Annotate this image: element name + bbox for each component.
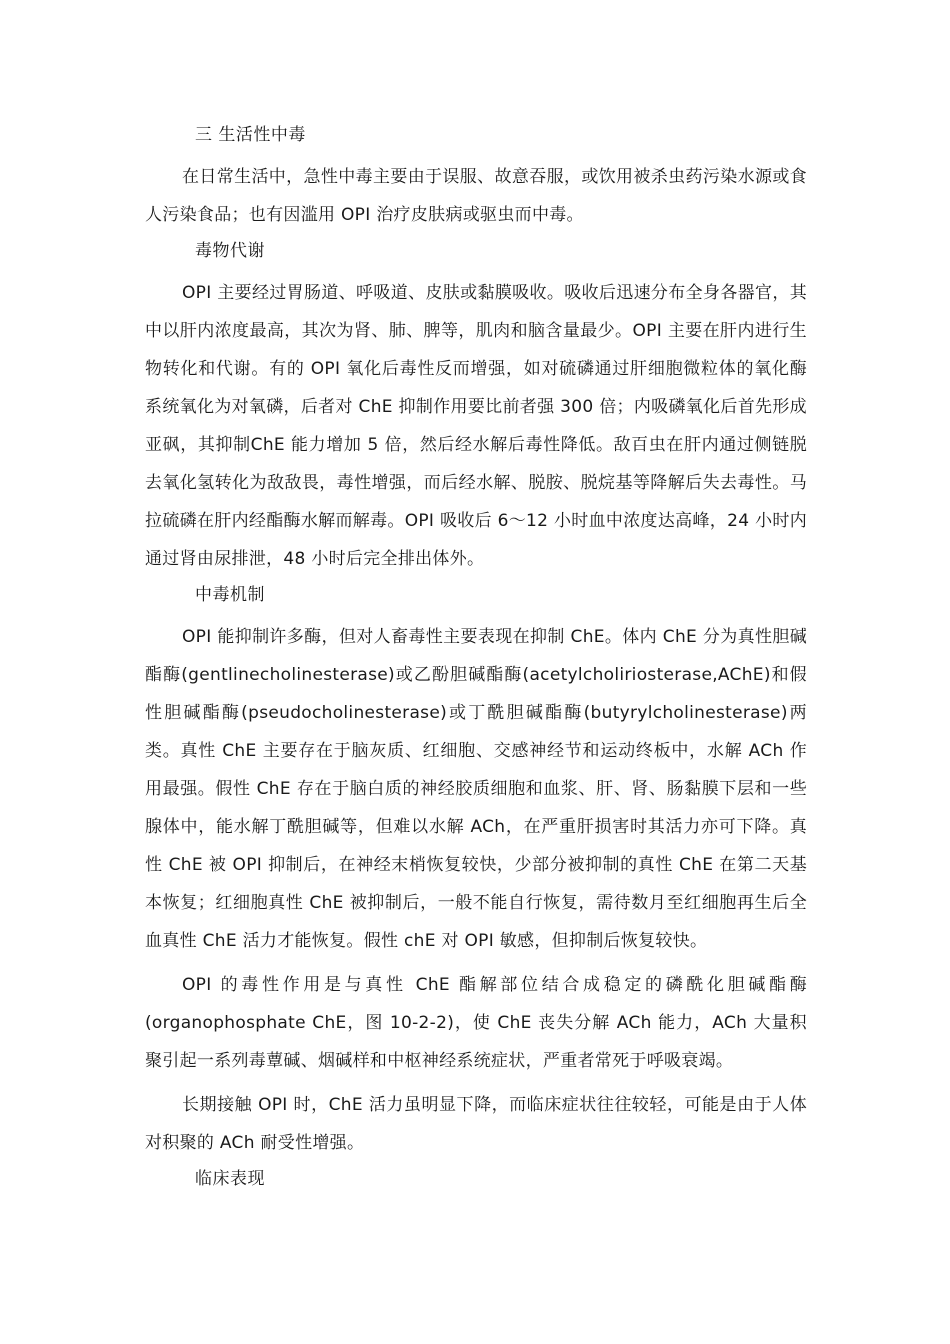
document-page xyxy=(145,122,807,1202)
paragraph-mechanism-che-inhibition: OPI 能抑制许多酶，但对人畜毒性主要表现在抑制 ChE。体内 ChE 分为真性胆碱酯酶(gentlinecholinesterase)或乙酚胆碱酯酶(acetylcholiriosterase,AChE)和假性胆碱酯酶(pseudocholinesterase)或丁酰胆碱酯酶(butyrylcholinesterase)两类。真性 ChE 主要存在于脑灰质、红细胞、交感神经节和运动终板中，水解 ACh 作用最强。假性 ChE 存在于脑白质的神经胶质细胞和血浆、肝、肾、肠黏膜下层和一些腺体中，能水解丁酰胆碱等，但难以水解 ACh，在严重肝损害时其活力亦可下降。真性 ChE 被 OPI 抑制后，在神经末梢恢复较快，少部分被抑制的真性 ChE 在第二天基本恢复；红细胞真性 ChE 被抑制后，一般不能自行恢复，需待数月至红细胞再生后全血真性 ChE 活力才能恢复。假性 chE 对 OPI 敏感，但抑制后恢复较快。 xyxy=(145,627,807,951)
section-heading-poisoning-mechanism: 中毒机制 xyxy=(195,585,265,605)
section-heading-poisoning-in-daily-life: 三 生活性中毒 xyxy=(195,125,306,145)
section-heading-toxin-metabolism: 毒物代谢 xyxy=(195,241,265,261)
paragraph-mechanism-long-term-exposure: 长期接触 OPI 时，ChE 活力虽明显下降，而临床症状往往较轻，可能是由于人体对积聚的 ACh 耐受性增强。 xyxy=(145,1095,807,1153)
paragraph-mechanism-toxic-action: OPI 的毒性作用是与真性 ChE 酯解部位结合成稳定的磷酰化胆碱酯酶(organophosphate ChE，图 10-2-2)，使 ChE 丧失分解 ACh 能力，ACh 大量积聚引起一系列毒蕈碱、烟碱样和中枢神经系统症状，严重者常死于呼吸衰竭。 xyxy=(145,975,807,1071)
section-heading-clinical-manifestations: 临床表现 xyxy=(195,1169,265,1189)
paragraph-toxin-metabolism: OPI 主要经过胃肠道、呼吸道、皮肤或黏膜吸收。吸收后迅速分布全身各器官，其中以肝内浓度最高，其次为肾、肺、脾等，肌肉和脑含量最少。OPI 主要在肝内进行生物转化和代谢。有的 OPI 氧化后毒性反而增强，如对硫磷通过肝细胞微粒体的氧化酶系统氧化为对氧磷，后者对 ChE 抑制作用要比前者强 300 倍；内吸磷氧化后首先形成亚砜，其抑制ChE 能力增加 5 倍，然后经水解后毒性降低。敌百虫在肝内通过侧链脱去氧化氢转化为敌敌畏，毒性增强，而后经水解、脱胺、脱烷基等降解后失去毒性。马拉硫磷在肝内经酯酶水解而解毒。OPI 吸收后 6～12 小时血中浓度达高峰，24 小时内通过肾由尿排泄，48 小时后完全排出体外。 xyxy=(145,283,807,569)
paragraph-daily-life-poisoning: 在日常生活中，急性中毒主要由于误服、故意吞服，或饮用被杀虫药污染水源或食人污染食品；也有因滥用 OPI 治疗皮肤病或驱虫而中毒。 xyxy=(145,167,807,225)
